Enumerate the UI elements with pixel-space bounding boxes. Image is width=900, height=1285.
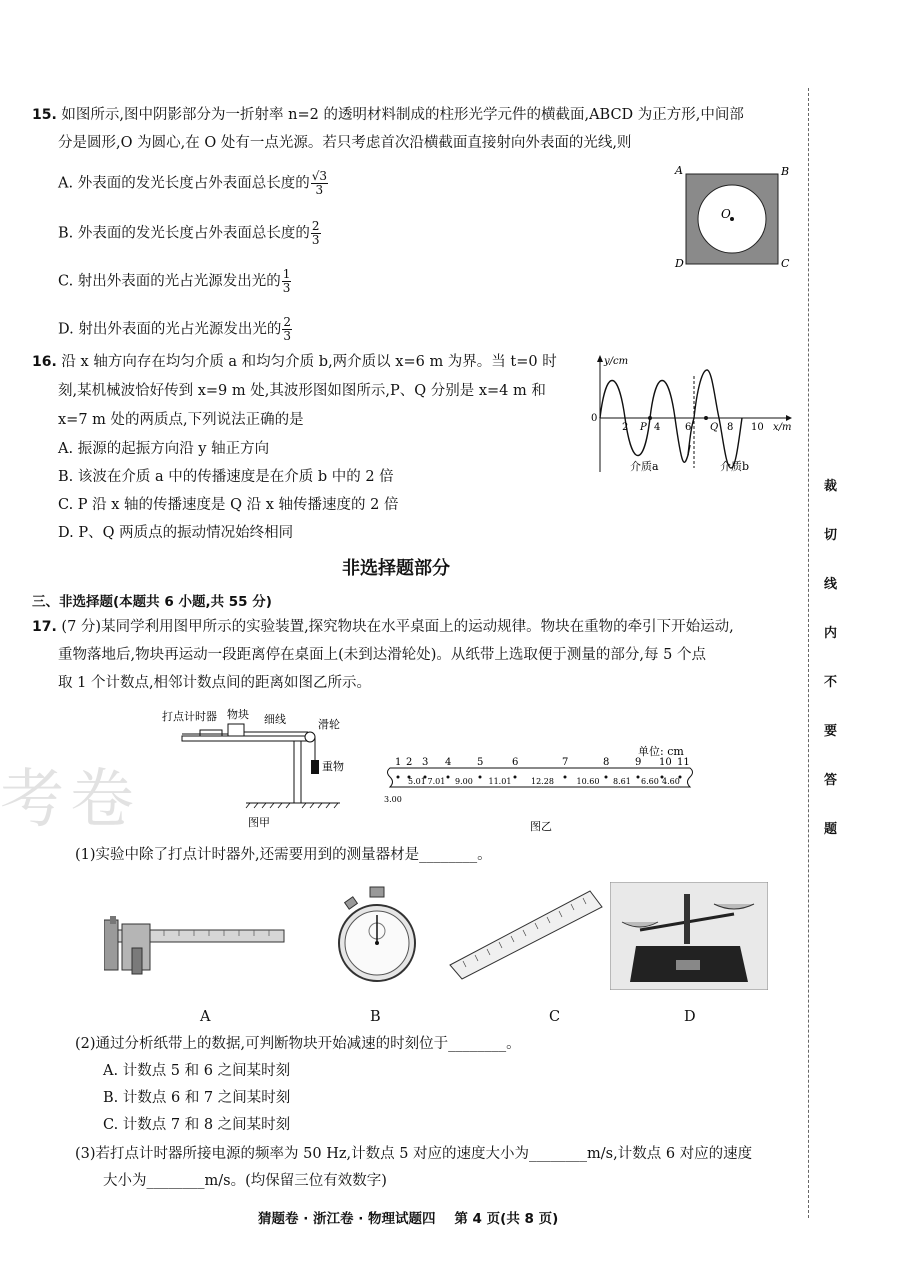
q15-option-c [58,268,291,295]
tape-distance-label: 11.01 [488,777,512,786]
tick-2: 2 [622,422,629,433]
label-c: C [781,257,790,270]
instrument-label-b: B [370,1009,381,1025]
label-pulley: 滑轮 [318,718,340,731]
tape-point [514,776,517,779]
instrument-label-c: C [549,1009,561,1025]
q15-option-b [58,220,321,247]
tape-distance-label: 9.00 [455,777,473,786]
tape-distance-label: 5.01 [408,777,426,786]
q15-option-a [58,170,328,197]
tape-point-label: 6 [512,757,519,768]
q15-option-c-text: C. 射出外表面的光占光源发出光的 [58,273,281,290]
x-axis-label: x/m [773,422,792,433]
balance-scale-image [610,882,768,990]
tape-point-label: 2 [406,757,413,768]
label-medium-a: 介质a [630,460,659,473]
q15-number: 15. [32,107,57,123]
q17-sub3-line2: 大小为________m/s。(均保留三位有效数字) [103,1173,387,1189]
wave-medium-b [688,370,742,468]
q17-text-1: (7 分)某同学利用图甲所示的实验装置,探究物块在水平桌面上的运动规律。物块在重物的牵引下开始运动, [61,619,734,635]
q15-line1 [32,105,744,125]
label-string: 细线 [264,713,286,726]
q17-sub2: (2)通过分析纸带上的数据,可判断物块开始减速的时刻位于________。 [75,1036,521,1052]
x-axis-arrow [786,415,792,421]
label-b: B [781,165,790,178]
q15-option-a-fraction: $\frac{√3}{3}$ [311,169,327,197]
tape-point [637,776,640,779]
tape-distance-label: 8.61 [613,777,631,786]
q15-option-d-fraction: $\frac{2}{3}$ [283,315,291,343]
q17-sub2-option-a: A. 计数点 5 和 6 之间某时刻 [103,1063,291,1079]
label-p: P [640,422,647,433]
q15-square-figure [672,162,794,274]
tape-point-label: 8 [603,757,610,768]
tape-distance-label: 6.60 [641,777,659,786]
figure-yi [380,740,700,835]
page-footer: 猜题卷 · 浙江卷 · 物理试题四 第 4 页(共 8 页) [258,1211,559,1227]
tape-point-label: 9 [635,757,642,768]
tape-point-label: 3 [422,757,429,768]
tape-marks [384,757,690,804]
q16-text-3: x=7 m 处的两质点,下列说法正确的是 [58,412,304,428]
q17-text-2: 重物落地后,物块再运动一段距离停在桌面上(未到达滑轮处)。从纸带上选取便于测量的部分,每 5 个点 [58,647,706,663]
tape-point-label: 4 [445,757,452,768]
tape-point-label: 7 [562,757,569,768]
q15-option-b-fraction: $\frac{2}{3}$ [311,219,320,247]
table-top [182,736,310,741]
stopwatch-image [330,885,425,985]
q17-number: 17. [32,619,57,635]
label-medium-b: 介质b [720,460,750,473]
q16-option-d: D. P、Q 两质点的振动情况始终相同 [58,525,294,541]
origin-label: 0 [591,413,598,424]
q16-option-b: B. 该波在介质 a 中的传播速度是在介质 b 中的 2 倍 [58,469,394,485]
q17-text-3: 取 1 个计数点,相邻计数点间的距离如图乙所示。 [58,675,372,691]
tape-point [479,776,482,779]
tape-distance-label: 10.60 [576,777,600,786]
y-axis-arrow [597,355,603,362]
label-weight: 重物 [322,760,344,773]
q16-line1 [32,352,557,372]
tape-point [605,776,608,779]
label-q: Q [710,422,719,433]
q16-text-2: 刻,某机械波恰好传到 x=9 m 处,其波形图如图所示,P、Q 分别是 x=4 m 和 [58,383,546,399]
label-block: 物块 [227,708,249,721]
tape-point [447,776,450,779]
label-timer: 打点计时器 [162,710,217,723]
q15-option-c-fraction: $\frac{1}{3}$ [282,267,291,295]
vernier-caliper-image [104,898,289,983]
tape-point-label: 1 [395,757,402,768]
q17-sub2-option-b: B. 计数点 6 和 7 之间某时刻 [103,1090,291,1106]
figure-jia [160,706,360,831]
caption-jia: 图甲 [248,816,270,829]
tick-6: 6 [685,422,692,433]
y-axis-label: y/cm [604,356,629,367]
tape-point [397,776,400,779]
q15-option-d [58,316,292,343]
tick-8: 8 [727,422,734,433]
q15-option-b-text: B. 外表面的发光长度占外表面总长度的 [58,225,310,242]
timer [200,730,222,736]
q16-number: 16. [32,354,57,370]
tick-4: 4 [654,422,661,433]
instrument-label-d: D [684,1009,696,1025]
caption-yi: 图乙 [530,820,552,833]
tape-distance-label: 3.00 [384,795,402,804]
q15-stem-1: 如图所示,图中阴影部分为一折射率 n=2 的透明材料制成的柱形光学元件的横截面,ABCD 为正方形,中间部 [61,107,744,123]
cut-line [808,88,809,1218]
watermark: 考卷 [0,763,140,837]
tape-distance-label: 7.01 [427,777,446,786]
tape-point-label: 10 [659,757,672,768]
q15-stem-2: 分是圆形,O 为圆心,在 O 处有一点光源。若只考虑首次沿横截面直接射向外表面的光线,则 [58,135,632,151]
pulley [305,732,315,742]
label-a: A [675,164,683,177]
tape-unit: 单位: cm [638,745,684,758]
tape-distance-label: 4.60 [662,777,680,786]
section-title: 非选择题部分 [342,558,450,579]
instrument-label-a: A [200,1009,211,1025]
q15-option-d-text: D. 射出外表面的光占光源发出光的 [58,321,282,338]
q17-sub2-option-c: C. 计数点 7 和 8 之间某时刻 [103,1117,291,1133]
tape-distance-label: 12.28 [531,777,554,786]
q17-sub1: (1)实验中除了打点计时器外,还需要用到的测量器材是________。 [75,847,492,863]
label-d: D [675,257,684,270]
ruler-image [446,885,608,980]
tape-point-label: 5 [477,757,484,768]
q17-sub3-line1: (3)若打点计时器所接电源的频率为 50 Hz,计数点 5 对应的速度大小为________m/s,计数点 6 对应的速度 [75,1146,753,1162]
block [228,724,244,736]
q16-option-c: C. P 沿 x 轴的传播速度是 Q 沿 x 轴传播速度的 2 倍 [58,497,399,513]
q16-text-1: 沿 x 轴方向存在均匀介质 a 和均匀介质 b,两介质以 x=6 m 为界。当 t=0 时 [61,354,557,370]
side-warning: 裁 切 线 内 不 要 答 题 [824,479,838,837]
part3-heading: 三、非选择题(本题共 6 小题,共 55 分) [32,594,272,610]
q16-wave-graph [588,350,800,480]
q15-option-a-text: A. 外表面的发光长度占外表面总长度的 [58,175,310,192]
q16-option-a: A. 振源的起振方向沿 y 轴正方向 [58,441,270,457]
label-o: O [721,207,731,221]
tape-point [564,776,567,779]
q17-line1 [32,617,734,637]
table-leg [294,741,301,803]
tape-point-label: 11 [677,757,690,768]
point-p [648,416,652,420]
point-q [704,416,708,420]
weight [311,760,319,774]
tick-10: 10 [751,422,764,433]
